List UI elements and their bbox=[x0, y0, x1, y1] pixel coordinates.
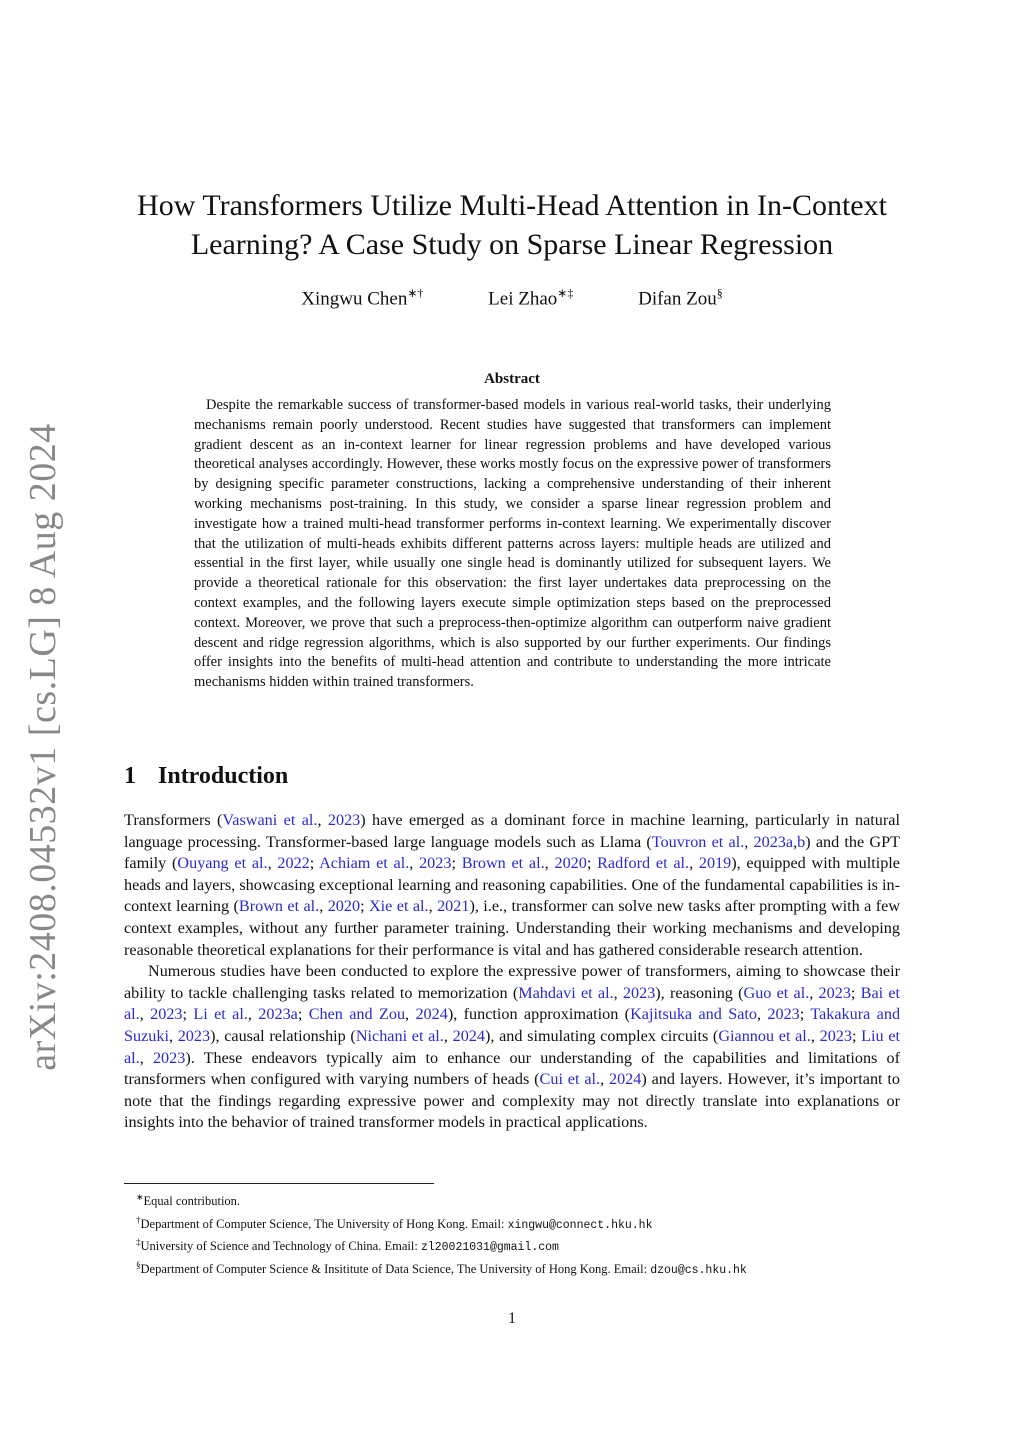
citation-link[interactable]: b bbox=[797, 832, 806, 851]
abstract-heading: Abstract bbox=[484, 371, 540, 387]
section-heading bbox=[124, 763, 288, 790]
footnote-mark: ‡ bbox=[136, 1237, 141, 1248]
paragraph-text: ). These endeavors typically aim to enhance our understanding of the capabilities and limitations of transformers when configured with varying numbers of heads ( bbox=[124, 1048, 900, 1089]
paragraph-text: , bbox=[168, 1026, 178, 1045]
paragraph-text: , bbox=[247, 1005, 259, 1024]
footnote-rule bbox=[124, 1183, 434, 1184]
paragraph-text: , bbox=[793, 832, 798, 851]
paragraph-text: Transformers ( bbox=[124, 811, 223, 829]
citation-link[interactable]: 2023a bbox=[753, 832, 794, 851]
footnote-email: dzou@cs.hku.hk bbox=[650, 1263, 747, 1277]
paragraph bbox=[124, 961, 900, 1134]
paragraph-text: , bbox=[809, 983, 819, 1002]
paragraph-text: , bbox=[443, 1026, 453, 1045]
section-title: Introduction bbox=[158, 763, 289, 789]
author-affiliation-marks: § bbox=[716, 286, 723, 300]
paragraph bbox=[124, 810, 900, 961]
citation-link[interactable]: 2023 bbox=[177, 1026, 211, 1045]
citation-link[interactable]: Brown et al. bbox=[238, 897, 320, 916]
citation-link[interactable]: Touvron et al. bbox=[651, 832, 745, 851]
paragraph-text: , bbox=[428, 897, 438, 916]
footnote-text: Department of Computer Science & Insititute of Data Science, The University of Hong Kong. Email: bbox=[140, 1261, 651, 1276]
citation-link[interactable]: Brown et al. bbox=[461, 854, 545, 873]
footnote bbox=[124, 1257, 924, 1280]
section-number: 1 bbox=[124, 763, 136, 789]
citation-link[interactable]: Li et al. bbox=[193, 1005, 248, 1024]
author-name: Difan Zou bbox=[638, 288, 717, 310]
citation-link[interactable]: 2021 bbox=[437, 897, 470, 916]
arxiv-identifier: arXiv:2408.04532v1 [cs.LG] 8 Aug 2024 bbox=[22, 423, 64, 1071]
citation-link[interactable]: 2022 bbox=[277, 854, 310, 873]
citation-link[interactable]: 2019 bbox=[698, 854, 732, 873]
author-name: Lei Zhao bbox=[488, 288, 558, 310]
citation-link[interactable]: Bai et al. bbox=[124, 983, 901, 1024]
citation-link[interactable]: Cui et al. bbox=[539, 1070, 601, 1089]
citation-link[interactable]: 2020 bbox=[554, 854, 587, 873]
paragraph-text: , bbox=[544, 854, 555, 873]
paragraph-text: , bbox=[756, 1005, 768, 1024]
body-text bbox=[124, 810, 900, 1134]
footnote-mark: ∗ bbox=[136, 1192, 144, 1202]
citation-link[interactable]: 2023 bbox=[327, 811, 361, 829]
citation-link[interactable]: 2023 bbox=[152, 1048, 186, 1067]
citation-link[interactable]: Nichani et al. bbox=[355, 1026, 444, 1045]
paragraph-text: ) have emerged as a dominant force in machine learning, particularly in natural language processing. Transformer-based large language models such as Llama ( bbox=[124, 811, 900, 851]
author bbox=[301, 286, 423, 310]
footnote-text: Department of Computer Science, The University of Hong Kong. Email: bbox=[140, 1216, 508, 1231]
paragraph-text: Numerous studies have been conducted to explore the expressive power of transformers, aiming to showcase their ability to tackle challenging tasks related to memorization ( bbox=[124, 962, 900, 1002]
author bbox=[638, 286, 723, 310]
citation-link[interactable]: 2023 bbox=[818, 983, 851, 1002]
citation-link[interactable]: Mahdavi et al. bbox=[518, 983, 614, 1002]
citation-link[interactable]: Giannou et al. bbox=[718, 1026, 811, 1045]
citation-link[interactable]: Guo et al. bbox=[743, 983, 810, 1002]
arxiv-side-stamp bbox=[18, 423, 68, 1071]
author-name: Xingwu Chen bbox=[301, 288, 408, 310]
paragraph-text: ), reasoning ( bbox=[655, 983, 744, 1002]
paragraph-text: ), function approximation ( bbox=[447, 1005, 631, 1024]
paragraph-text: , bbox=[267, 854, 278, 873]
footnote-text: Equal contribution. bbox=[143, 1194, 241, 1209]
citation-link[interactable]: 2024 bbox=[608, 1070, 642, 1089]
paragraph-text: ) and the GPT family ( bbox=[124, 832, 900, 873]
footnote-mark: § bbox=[136, 1259, 141, 1270]
footnote-text: University of Science and Technology of China. Email: bbox=[140, 1239, 421, 1254]
paragraph-text: , bbox=[744, 832, 754, 851]
paragraph-text: , bbox=[689, 854, 699, 873]
citation-link[interactable]: Ouyang et al. bbox=[177, 854, 268, 873]
footnote-email: xingwu@connect.hku.hk bbox=[507, 1218, 653, 1232]
footnote-mark: † bbox=[136, 1214, 141, 1225]
paragraph-text: , bbox=[139, 1005, 151, 1024]
paragraph-text: ; bbox=[850, 983, 861, 1002]
citation-link[interactable]: 2023 bbox=[419, 854, 452, 873]
citation-link[interactable]: 2023 bbox=[819, 1026, 852, 1045]
citation-link[interactable]: Radford et al. bbox=[597, 854, 690, 873]
paragraph-text: ; bbox=[586, 854, 598, 873]
paragraph-text: , bbox=[613, 983, 623, 1002]
page-number: 1 bbox=[508, 1310, 516, 1327]
paragraph-text: ; bbox=[309, 854, 320, 873]
paragraph-text: ; bbox=[799, 1005, 811, 1024]
footnote bbox=[124, 1212, 924, 1235]
citation-link[interactable]: Liu et al. bbox=[124, 1026, 901, 1067]
paragraph-text: , bbox=[810, 1026, 820, 1045]
paragraph-text: , bbox=[319, 897, 328, 916]
citation-link[interactable]: Vaswani et al. bbox=[222, 811, 318, 829]
title-line: How Transformers Utilize Multi-Head Attention in In-Context bbox=[137, 189, 887, 222]
citation-link[interactable]: Kajitsuka and Sato bbox=[630, 1005, 757, 1024]
footnotes bbox=[124, 1189, 924, 1279]
paragraph-text: ), i.e., transformer can solve new tasks after prompting with a few context examples, without any further parameter training. Understanding their working mechanisms and developing reasonable theoretical explanations for their performance is vital and has gathered considerable research attention. bbox=[124, 897, 901, 959]
paragraph-text: , bbox=[139, 1048, 153, 1067]
paragraph-text: , bbox=[317, 811, 328, 829]
paragraph-text: , bbox=[409, 854, 420, 873]
citation-link[interactable]: 2020 bbox=[327, 897, 361, 916]
author-list bbox=[100, 286, 924, 310]
footnote bbox=[124, 1234, 924, 1257]
paragraph-text: ), causal relationship ( bbox=[210, 1026, 356, 1045]
citation-link[interactable]: Takakura and Suzuki bbox=[124, 1005, 901, 1045]
citation-link[interactable]: Achiam et al. bbox=[319, 854, 410, 873]
title-line: Learning? A Case Study on Sparse Linear Regression bbox=[190, 228, 834, 261]
paragraph-text: ), and simulating complex circuits ( bbox=[484, 1026, 719, 1045]
abstract-text: Despite the remarkable success of transformer-based models in various real-world tasks, their underlying mechanisms remain poorly understood. Recent studies have suggested that transformers can implement gradient descent as an in-context learner for linear regression problems and have developed various theoretical analyses accordingly. However, these works mostly focus on the expressive power of transformers by designing specific parameter constructions, lacking a comprehensive understanding of their inherent working mechanisms post-training. In this study, we consider a sparse linear regression problem and investigate how a trained multi-head transformer performs in-context learning. We experimentally discover that the utilization of multi-heads exhibits different patterns across layers: multiple heads are utilized and essential in the first layer, while usually one single head is dominantly utilized for subsequent layers. We provide a theoretical rationale for this observation: the first layer undertakes data preprocessing on the context examples, and the following layers execute simple optimization steps based on the preprocessed context. Moreover, we prove that such a preprocess-then-optimize algorithm can outperform naive gradient descent and ridge regression algorithms, which is also supported by our further experiments. Our findings offer insights into the benefits of multi-head attention and contribute to understanding the more intricate mechanisms hidden within trained transformers. bbox=[194, 397, 831, 691]
paragraph-text: ; bbox=[297, 1005, 309, 1024]
paragraph-text: , bbox=[405, 1005, 416, 1024]
author-affiliation-marks: ∗‡ bbox=[557, 286, 574, 300]
citation-link[interactable]: 2023a bbox=[258, 1005, 298, 1024]
author bbox=[488, 286, 573, 310]
citation-link[interactable]: 2023 bbox=[150, 1005, 183, 1024]
citation-link[interactable]: 2023 bbox=[767, 1005, 800, 1024]
footnote-email: zl20021031@gmail.com bbox=[420, 1241, 559, 1255]
citation-link[interactable]: 2024 bbox=[452, 1026, 485, 1045]
author-affiliation-marks: ∗† bbox=[407, 286, 424, 300]
footnote bbox=[124, 1189, 924, 1212]
citation-link[interactable]: 2023 bbox=[622, 983, 656, 1002]
paragraph-text: ) and layers. However, it’s important to note that the findings regarding expressive power and complexity may not directly translate into explanations or insights into the behavior of trained transformer models in practical applications. bbox=[124, 1070, 900, 1132]
citation-link[interactable]: Xie et al. bbox=[368, 897, 429, 916]
paragraph-text: ), equipped with multiple heads and layers, showcasing exceptional learning and reasoning capabilities. One of the fundamental capabilities is in-context learning ( bbox=[124, 854, 900, 916]
citation-link[interactable]: 2024 bbox=[415, 1005, 448, 1024]
paper-title bbox=[100, 186, 924, 264]
paragraph-text: ; bbox=[182, 1005, 194, 1024]
paragraph-text: ; bbox=[451, 854, 462, 873]
citation-link[interactable]: Chen and Zou bbox=[308, 1005, 406, 1024]
paragraph-text: ; bbox=[360, 897, 369, 916]
paragraph-text: ; bbox=[851, 1026, 862, 1045]
paragraph-text: , bbox=[600, 1070, 609, 1089]
